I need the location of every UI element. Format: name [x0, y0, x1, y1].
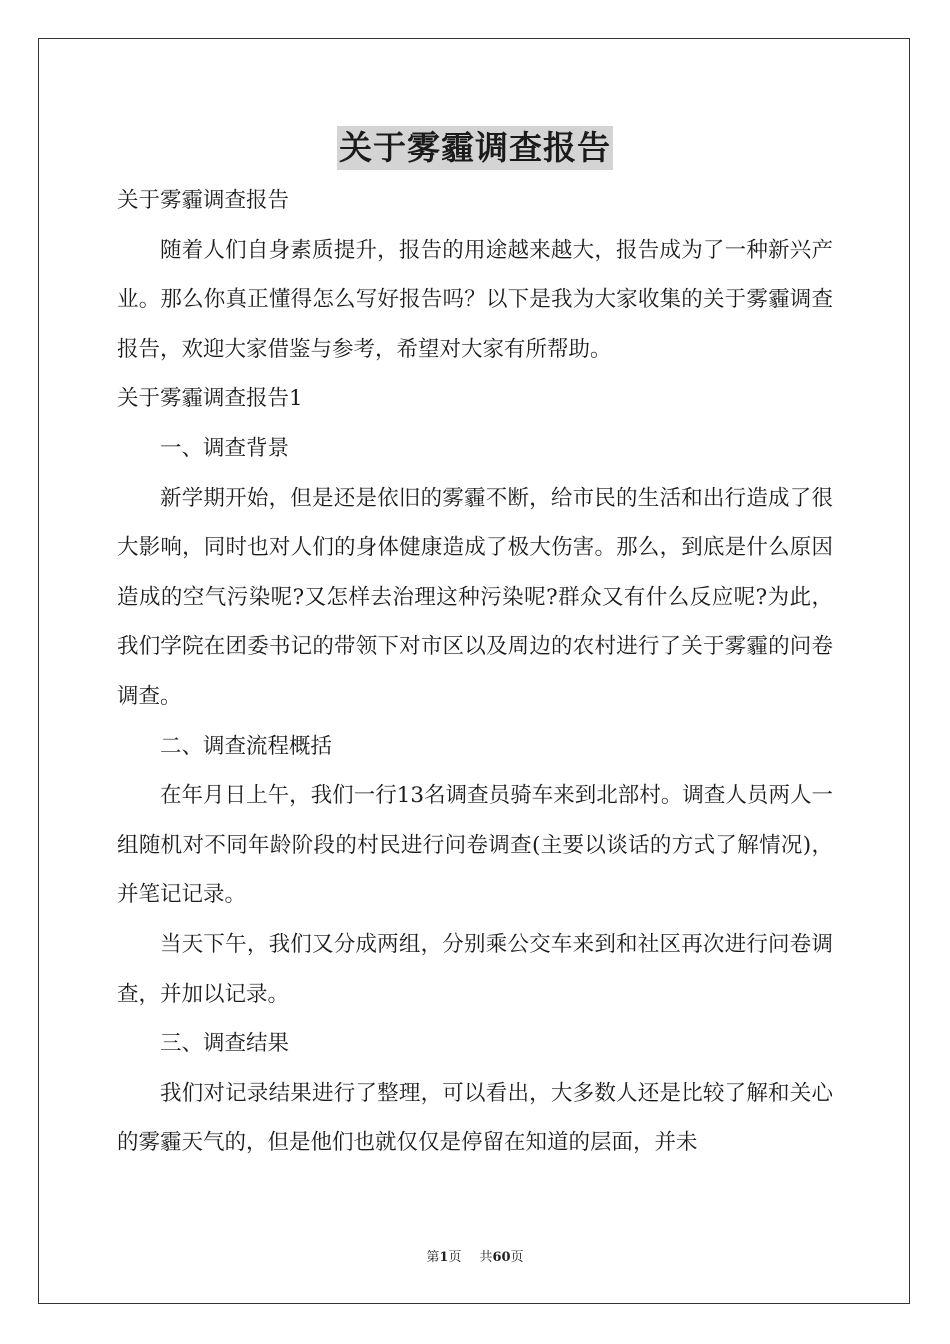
- paragraph-background: 新学期开始，但是还是依旧的雾霾不断，给市民的生活和出行造成了很大影响，同时也对人们的身体健康造成了极大伤害。那么，到底是什么原因造成的空气污染呢?又怎样去治理这种污染呢?群众又有什么反应呢?为此，我们学院在团委书记的带领下对市区以及周边的农村进行了关于雾霾的问卷调查。: [117, 485, 833, 709]
- page-suffix: 页: [448, 1250, 462, 1265]
- document-title: 关于雾霾调查报告: [337, 126, 613, 170]
- page-prefix: 第: [426, 1250, 440, 1265]
- page-number: 1: [439, 1250, 449, 1265]
- title-container: [0, 126, 950, 170]
- total-pages-indicator: [479, 1250, 523, 1265]
- page-footer: [0, 1246, 950, 1265]
- total-prefix: 共: [479, 1250, 493, 1265]
- total-suffix: 页: [510, 1250, 524, 1265]
- heading-background: 一、调查背景: [160, 435, 290, 461]
- page-indicator: [426, 1250, 461, 1265]
- paragraph-section-title: 关于雾霾调查报告1: [117, 386, 303, 412]
- heading-results: 三、调查结果: [160, 1031, 290, 1057]
- paragraph-intro: 随着人们自身素质提升，报告的用途越来越大，报告成为了一种新兴产业。那么你真正懂得怎么写好报告吗？以下是我为大家收集的关于雾霾调查报告，欢迎大家借鉴与参考，希望对大家有所帮助。: [117, 237, 833, 362]
- total-pages: 60: [492, 1250, 511, 1265]
- paragraph-process-afternoon: 当天下午，我们又分成两组，分别乘公交车来到和社区再次进行问卷调查，并加以记录。: [117, 931, 833, 1007]
- document-body: [117, 176, 833, 1168]
- paragraph-process-morning: 在年月日上午，我们一行13名调查员骑车来到北部村。调查人员两人一组随机对不同年龄阶段的村民进行问卷调查(主要以谈话的方式了解情况)，并笔记记录。: [117, 783, 833, 908]
- paragraph-results: 我们对记录结果进行了整理，可以看出，大多数人还是比较了解和关心的雾霾天气的，但是他们也就仅仅是停留在知道的层面，并未: [117, 1080, 833, 1156]
- heading-process: 二、调查流程概括: [160, 733, 333, 759]
- paragraph-subtitle: 关于雾霾调查报告: [117, 188, 290, 213]
